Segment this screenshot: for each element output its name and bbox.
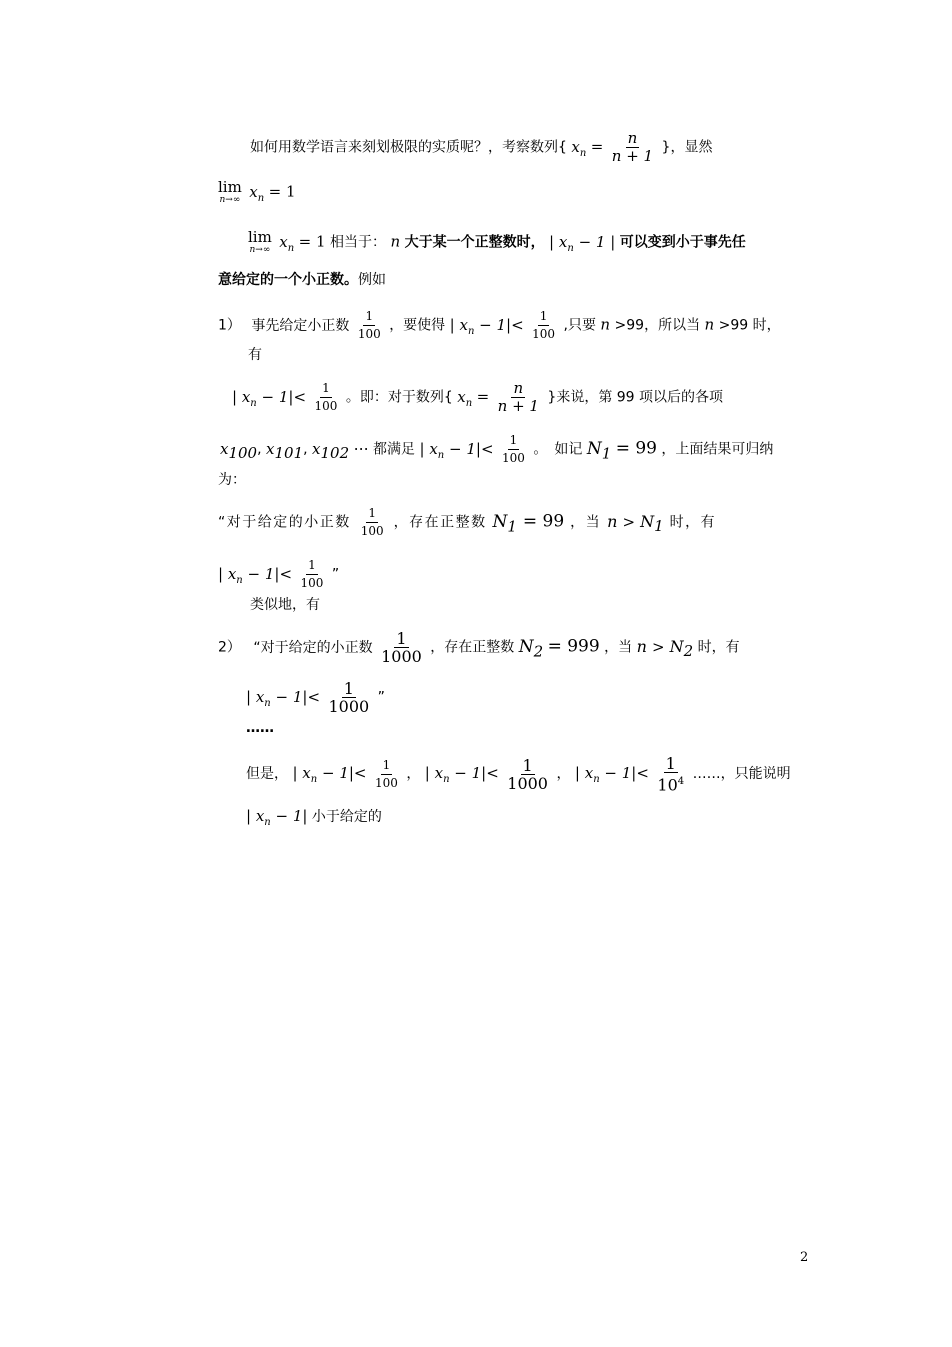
limit-operator: lim n→∞ xyxy=(218,178,242,205)
summarize-text: ，上面结果可归纳 xyxy=(661,441,774,458)
quote-c: ，当 xyxy=(570,514,602,531)
item2-line xyxy=(218,630,740,665)
abs-expression: | $x_n - 1|<$ xyxy=(449,315,524,337)
equals-sign: = xyxy=(590,137,604,156)
n-over-n-plus-1: $\frac{n}{n + 1}$ xyxy=(497,379,539,415)
only-explain: ……，只能说明 xyxy=(692,766,791,783)
item1-text-b: ，要使得 xyxy=(389,317,446,334)
item1-label: 1） xyxy=(218,317,241,334)
x-n-symbol: $x_n$ xyxy=(249,182,265,204)
fraction-1-100: $\frac{1}{100}$ xyxy=(532,309,556,341)
if-note: 。 如记 xyxy=(533,441,583,458)
N1-value: = 99 xyxy=(522,511,565,532)
N2-symbol: $N_2$ xyxy=(518,636,544,660)
fraction-1-1000: $\frac{1}{1000}$ xyxy=(328,679,370,716)
quote-end: ” xyxy=(331,566,340,583)
abs-expression: | $x_n - 1|<$ xyxy=(292,764,367,786)
n-symbol: n xyxy=(390,232,401,251)
intro-line xyxy=(250,130,712,165)
N1-value: = 99 xyxy=(615,438,657,459)
ellipsis-line xyxy=(246,718,274,738)
item1-text-e: >99 时， xyxy=(718,317,781,334)
n-gt-N1: $n > N_1$ xyxy=(607,511,664,535)
fraction-1-1000: $\frac{1}{1000}$ xyxy=(381,629,422,666)
page-number: 2 xyxy=(800,1250,809,1265)
as-line xyxy=(218,470,246,490)
ellipsis-text: …… xyxy=(246,720,274,736)
abs-expression: | $x_n - 1|$ xyxy=(246,807,308,828)
bold-text-c: 意给定的一个小正数。 xyxy=(218,272,358,288)
x102-symbol: $x_{102}$ xyxy=(312,439,350,462)
limit-operator: lim n→∞ xyxy=(248,228,272,255)
fraction-1-100: $\frac{1}{100}$ xyxy=(314,381,338,413)
x100-symbol: $x_{100}$ xyxy=(220,439,258,462)
equals-sign: = xyxy=(476,387,490,406)
but-line xyxy=(246,755,791,793)
obviously-text: }，显然 xyxy=(661,139,713,156)
as-label: 为： xyxy=(218,472,246,488)
fraction-1-100: $\frac{1}{100}$ xyxy=(300,558,324,590)
similarly-text: 类似地，有 xyxy=(250,597,320,613)
n-symbol: n xyxy=(704,315,715,334)
comma-sep: ， xyxy=(556,766,571,783)
quote2-c: ，当 xyxy=(604,639,633,656)
quote1-line xyxy=(218,505,716,540)
dots: ⋯ xyxy=(353,439,369,458)
inequality-line xyxy=(232,380,723,415)
fraction-1-1000: $\frac{1}{1000}$ xyxy=(507,755,548,793)
N1-symbol: $N_1$ xyxy=(586,438,612,462)
quote-a: “对于给定的小正数 xyxy=(218,514,351,531)
abs-expression: | $x_n - 1|<$ xyxy=(246,687,321,709)
quote2-b: ，存在正整数 xyxy=(430,639,515,656)
n-gt-N2: $n > N_2$ xyxy=(636,636,694,660)
less-than-given: 小于给定的 xyxy=(311,809,382,825)
fraction-1-100: $\frac{1}{100}$ xyxy=(360,506,384,538)
fraction-1-100: $\frac{1}{100}$ xyxy=(502,433,525,465)
x-n-symbol: $x_n$ xyxy=(571,137,587,159)
limit-line xyxy=(218,180,296,209)
abs-expression: | $x_n - 1|<$ xyxy=(232,387,307,409)
quote2-d: 时，有 xyxy=(697,639,740,656)
comma-sep: ， xyxy=(406,766,421,783)
item2-label: 2） xyxy=(218,639,241,656)
have-line xyxy=(248,345,262,365)
final-line xyxy=(246,806,382,833)
quote-end: ” xyxy=(377,689,385,706)
abs-expression: | $x_n - 1$ | xyxy=(549,232,616,254)
abs-expression: | $x_n - 1|<$ xyxy=(218,564,293,586)
fraction-1-10-4: $\frac{1}{10^4}$ xyxy=(657,754,685,795)
equiv-text: 相当于： xyxy=(330,234,386,251)
item1-text-f: }来说，第 99 项以后的各项 xyxy=(547,389,724,406)
item1-text-d: >99，所以当 xyxy=(614,317,701,334)
equals-one: = 1 xyxy=(268,182,296,201)
similarly-line xyxy=(250,595,320,615)
equals-one: = 1 xyxy=(298,232,326,251)
continuation-line xyxy=(218,270,386,290)
bold-text-b: 可以变到小于事先任 xyxy=(619,234,746,251)
fraction-1-100: $\frac{1}{100}$ xyxy=(374,757,398,790)
N1-symbol: $N_1$ xyxy=(492,511,517,535)
bold-text-a: 大于某一个正整数时， xyxy=(404,234,545,251)
quote2-end-line xyxy=(246,680,385,715)
for-example: 例如 xyxy=(358,272,386,288)
quote-d: 时，有 xyxy=(669,514,717,531)
all-satisfy: 都满足 xyxy=(373,441,416,458)
item1-text-a: 事先给定小正数 xyxy=(251,317,350,334)
quote2-a: “对于给定的小正数 xyxy=(253,639,373,656)
N2-value: = 999 xyxy=(547,636,600,657)
that-is-text: 。即：对于数列{ xyxy=(345,389,453,406)
have-text: 有 xyxy=(248,347,262,363)
quote-b: ，存在正整数 xyxy=(393,514,487,531)
fraction-1-100: $\frac{1}{100}$ xyxy=(357,309,381,341)
intro-text: 如何用数学语言来刻划极限的实质呢？，考察数列{ xyxy=(250,139,567,156)
abs-expression: | $x_n - 1|<$ xyxy=(419,439,494,461)
n-over-n-plus-1: $\frac{n}{n + 1}$ xyxy=(611,129,654,165)
x-n-symbol: $x_n$ xyxy=(279,232,295,254)
quote1-end-line xyxy=(218,557,339,592)
terms-line: $x_{100}$, $x_{101}$, $x_{102}$ ⋯ 都满足 | $x_n - 1|<$ $\frac{1}{100}$ 。 如记 $N_1 = 99$ ，上面结果可归纳 xyxy=(220,433,774,465)
x-n-symbol: $x_n$ xyxy=(457,387,473,409)
abs-expression: | $x_n - 1|<$ xyxy=(574,764,649,786)
x101-symbol: $x_{101}$ xyxy=(266,439,304,462)
item1-text-c: ,只要 xyxy=(563,317,596,334)
but-text: 但是， xyxy=(246,766,288,783)
equivalence-line xyxy=(248,230,746,259)
abs-expression: | $x_n - 1|<$ xyxy=(424,764,499,786)
n-symbol: n xyxy=(600,315,611,334)
item1-line xyxy=(218,308,781,343)
